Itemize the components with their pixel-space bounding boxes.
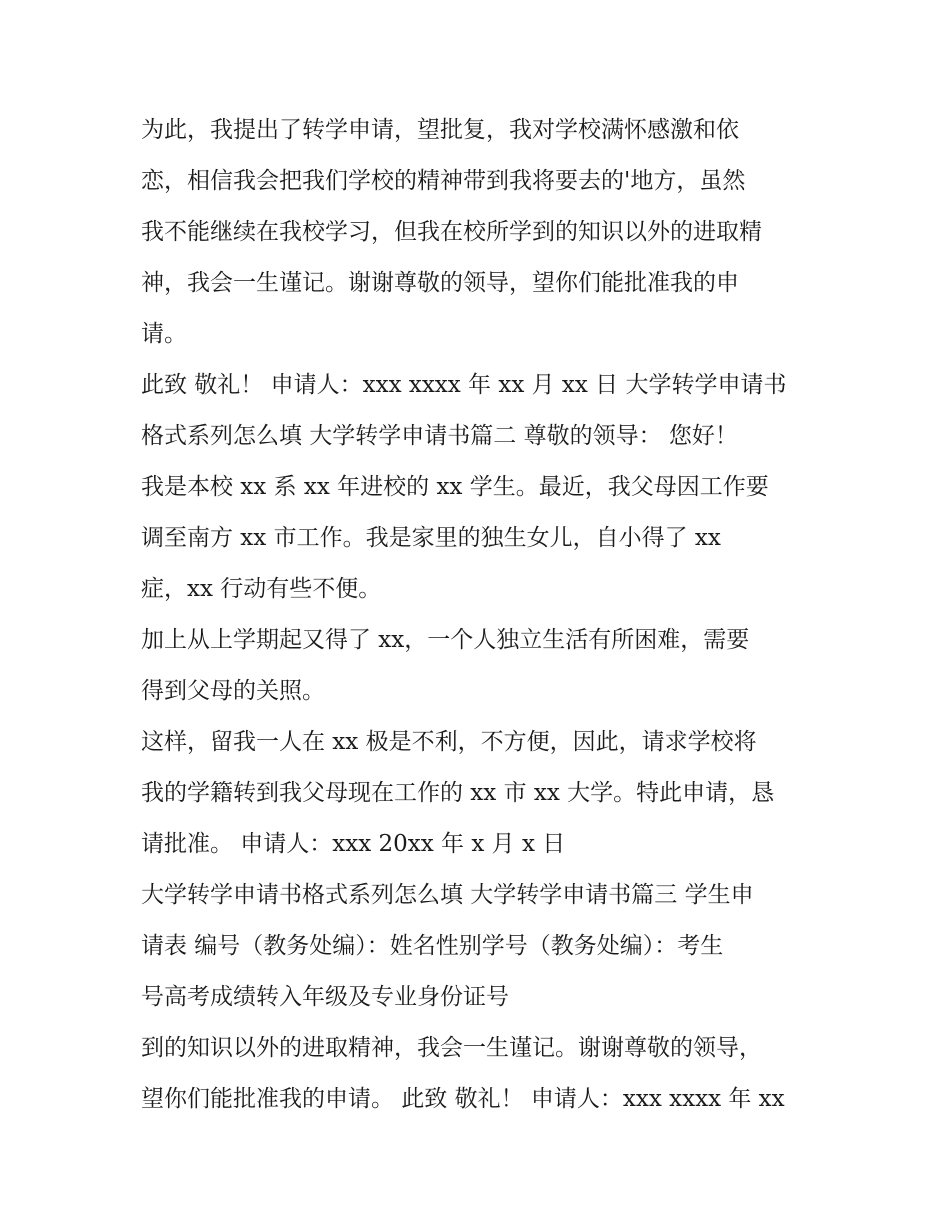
text-line: 请表 编号（教务处编）：姓名性别学号（教务处编）：考生 xyxy=(141,933,724,959)
text-line: 我的学籍转到我父母现在工作的 xx 市 xx 大学。特此申请，恳 xyxy=(141,780,775,806)
document-body xyxy=(141,105,821,1125)
text-line: 到的知识以外的进取精神，我会一生谨记。谢谢尊敬的领导， xyxy=(141,1035,762,1061)
text-line: 格式系列怎么填 大学转学申请书篇二 尊敬的领导： 您好！ xyxy=(141,423,738,449)
text-line: 号高考成绩转入年级及专业身份证号 xyxy=(141,984,509,1010)
text-line: 此致 敬礼！ 申请人：xxx xxxx 年 xx 月 xx 日 大学转学申请书 xyxy=(141,372,787,398)
text-line: 为此，我提出了转学申请，望批复，我对学校满怀感激和依 xyxy=(141,117,739,143)
text-line: 我是本校 xx 系 xx 年进校的 xx 学生。最近，我父母因工作要 xyxy=(141,474,769,500)
text-line: 请。 xyxy=(141,321,187,347)
text-line: 我不能继续在我校学习，但我在校所学到的知识以外的进取精 xyxy=(141,219,762,245)
text-line: 神，我会一生谨记。谢谢尊敬的领导，望你们能批准我的申 xyxy=(141,270,739,296)
text-line: 得到父母的关照。 xyxy=(141,678,325,704)
text-line: 加上从上学期起又得了 xx，一个人独立生活有所困难，需要 xyxy=(141,627,750,653)
text-line: 症，xx 行动有些不便。 xyxy=(141,576,382,602)
text-line: 调至南方 xx 市工作。我是家里的独生女儿，自小得了 xx xyxy=(141,525,721,551)
text-line: 大学转学申请书格式系列怎么填 大学转学申请书篇三 学生申 xyxy=(141,882,754,908)
text-line: 恋，相信我会把我们学校的精神带到我将要去的'地方，虽然 xyxy=(141,168,746,194)
text-line: 望你们能批准我的申请。 此致 敬礼！ 申请人：xxx xxxx 年 xx xyxy=(141,1086,785,1112)
text-line: 这样，留我一人在 xx 极是不利，不方便，因此，请求学校将 xyxy=(141,729,757,755)
text-line: 请批准。 申请人：xxx 20xx 年 x 月 x 日 xyxy=(141,831,566,857)
